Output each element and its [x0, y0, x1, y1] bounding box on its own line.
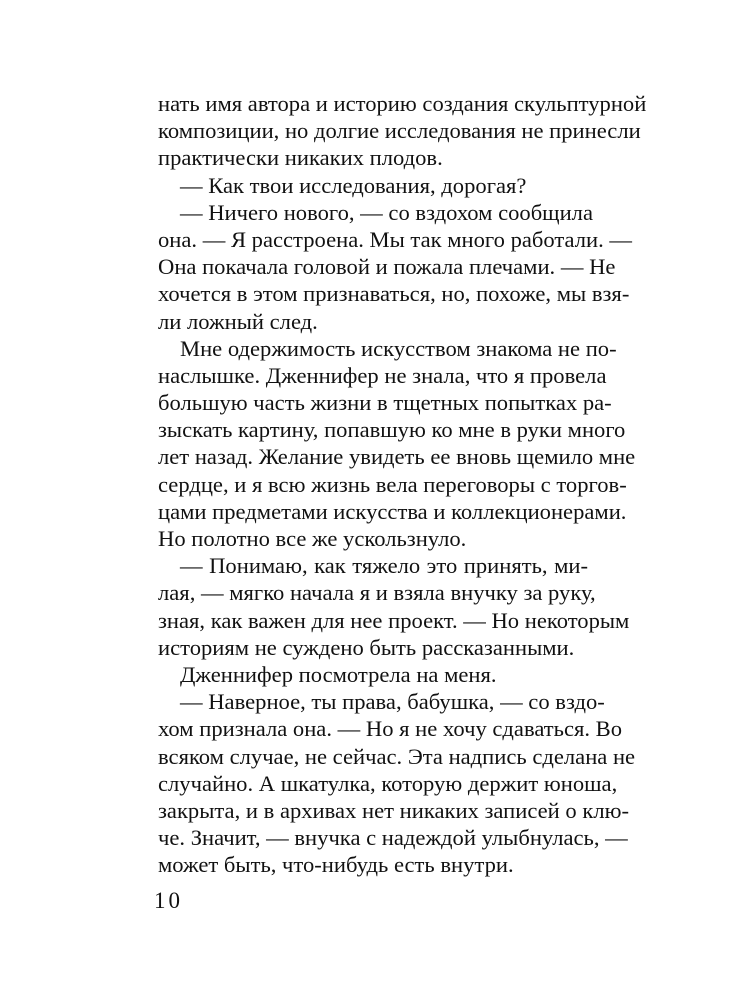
text-line: — Наверное, ты права, бабушка, — со вздо-: [180, 689, 605, 715]
text-line: случайно. А шкатулка, которую держит юноша,: [158, 770, 618, 796]
text-line: может быть, что-нибудь есть внутри.: [158, 852, 514, 878]
paragraph: [158, 661, 588, 688]
text-line: композиции, но долгие исследования не принесли: [158, 118, 641, 144]
text-line: хочется в этом признаваться, но, похоже, мы взя-: [158, 281, 630, 307]
text-line: Но полотно все же ускользнуло.: [158, 526, 467, 551]
text-line: — Понимаю, как тяжело это принять, ми-: [180, 553, 588, 579]
text-line: Мне одержимость искусством знакома не по-: [180, 335, 617, 361]
body-text: [158, 90, 647, 878]
text-line: нать имя автора и историю создания скульптурной: [158, 91, 647, 116]
page-number: 10: [154, 888, 183, 913]
text-line: зная, как важен для нее проект. — Но некоторым: [158, 607, 630, 633]
paragraph: [158, 90, 647, 172]
text-line: она. — Я расстроена. Мы так много работали. —: [158, 226, 633, 252]
paragraph: [158, 552, 630, 661]
text-line: че. Значит, — внучка с надеждой улыбнулась, —: [158, 825, 628, 851]
text-line: большую часть жизни в тщетных попытках ра-: [158, 390, 612, 416]
text-line: сердце, и я всю жизнь вела переговоры с торгов-: [158, 471, 627, 497]
text-line: хом признала она. — Но я не хочу сдаваться. Во: [158, 716, 623, 742]
text-line: практически никаких плодов.: [158, 145, 443, 171]
text-line: — Как твои исследования, дорогая?: [180, 172, 527, 198]
text-line: всяком случае, не сейчас. Эта надпись сделана не: [158, 743, 636, 769]
text-line: наслышке. Дженнифер не знала, что я провела: [158, 362, 607, 388]
text-line: историям не суждено быть рассказанными.: [158, 634, 575, 660]
paragraph: [158, 199, 633, 335]
paragraph: [158, 688, 636, 878]
text-line: Дженнифер посмотрела на меня.: [180, 661, 497, 687]
text-line: ли ложный след.: [158, 308, 318, 334]
text-line: лая, — мягко начала я и взяла внучку за руку,: [158, 580, 596, 606]
text-line: Она покачала головой и пожала плечами. — Не: [158, 254, 616, 280]
text-line: — Ничего нового, — со вздохом сообщила: [180, 199, 593, 225]
paragraph: [158, 335, 636, 553]
text-line: лет назад. Желание увидеть ее вновь щемило мне: [158, 444, 636, 470]
text-line: цами предметами искусства и коллекционерами.: [158, 498, 627, 524]
text-line: закрыта, и в архивах нет никаких записей о клю-: [158, 797, 630, 823]
paragraph: [158, 172, 588, 199]
text-line: зыскать картину, попавшую ко мне в руки много: [158, 417, 626, 443]
